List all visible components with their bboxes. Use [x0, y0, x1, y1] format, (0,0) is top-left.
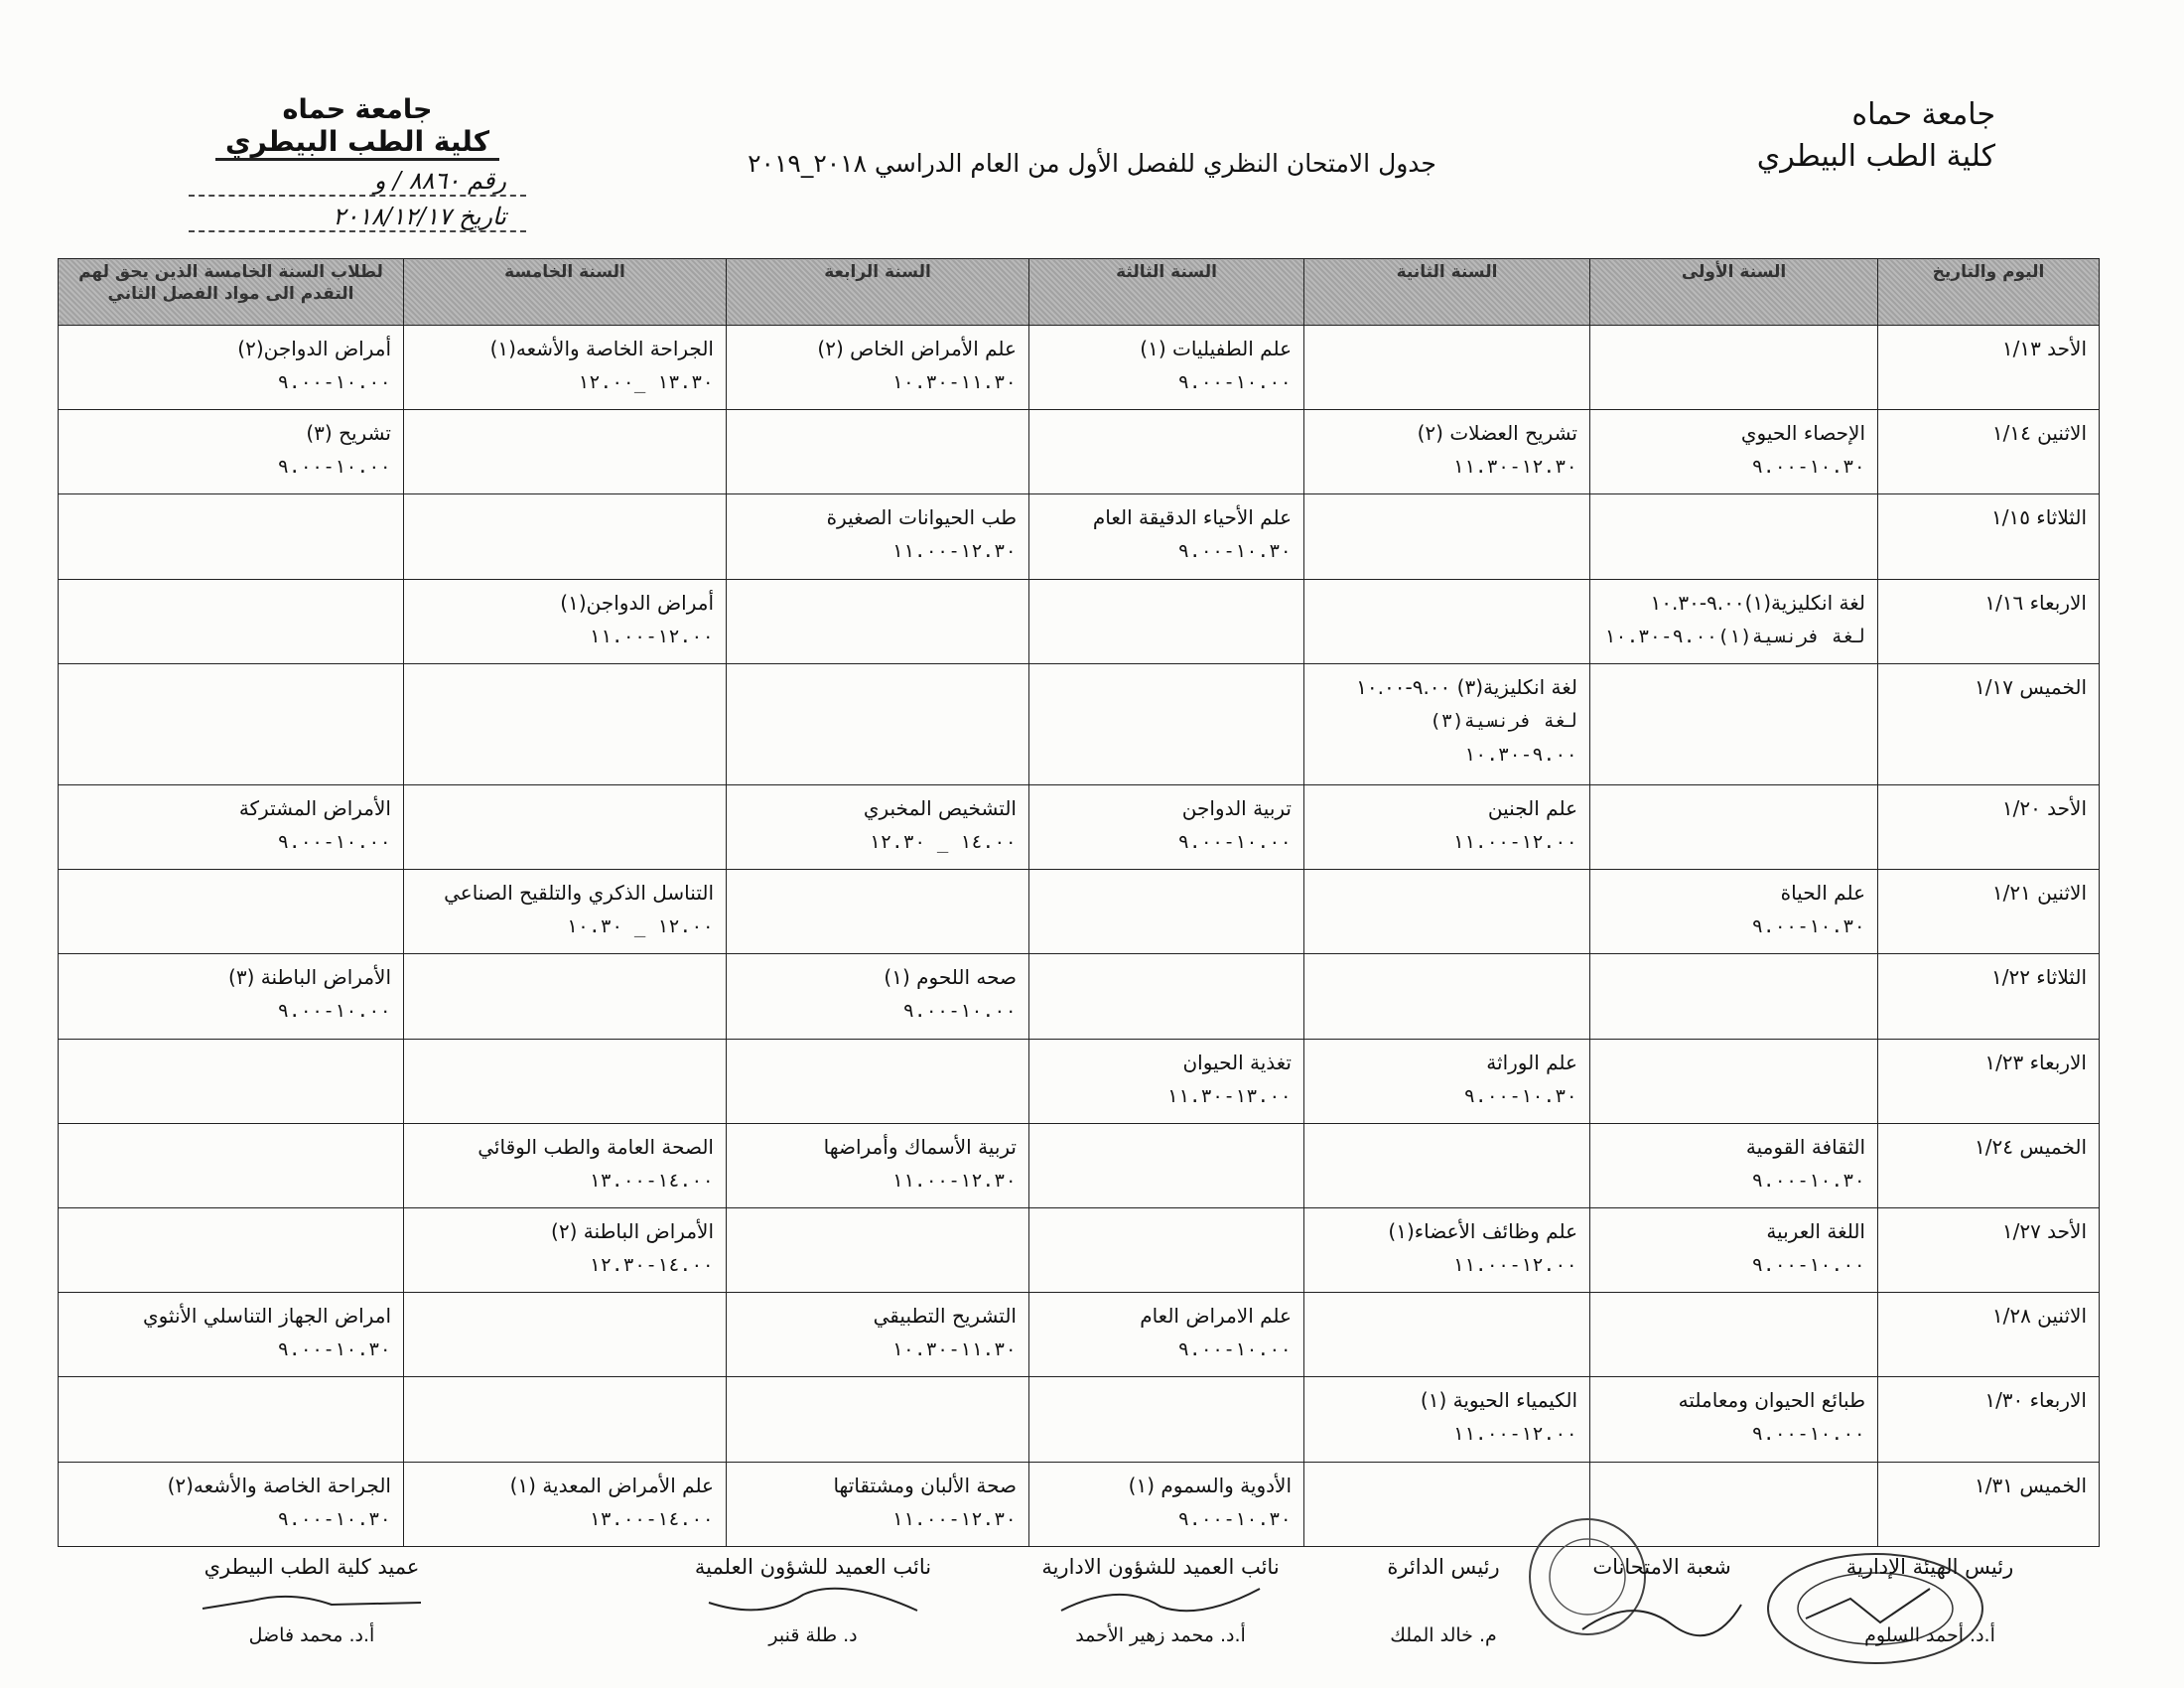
exam-cell — [1304, 1039, 1590, 1123]
exam-cell — [727, 870, 1029, 954]
exam-cell — [1590, 1377, 1878, 1462]
exam-cell — [1304, 494, 1590, 579]
exam-subject: أمراض الدواجن(١) — [560, 590, 714, 615]
column-header-5: السنة الخامسة — [404, 259, 727, 326]
exam-cell — [59, 326, 404, 410]
exam-subject: الصحة العامة والطب الوقائي — [478, 1134, 714, 1159]
exam-subject: تغذية الحيوان — [1182, 1050, 1292, 1074]
exam-time: ١٢.٠٠ _ ١٠.٣٠ — [566, 915, 714, 938]
table-row — [59, 663, 2100, 784]
exam-cell — [1304, 1293, 1590, 1377]
exam-cell — [1304, 784, 1590, 869]
exam-cell — [59, 1208, 404, 1293]
exam-cell — [727, 784, 1029, 869]
exam-cell — [1590, 579, 1878, 663]
exam-cell — [727, 410, 1029, 494]
exam-cell — [1029, 1123, 1304, 1207]
exam-cell — [1029, 870, 1304, 954]
exam-cell — [404, 1208, 727, 1293]
signature-admin-head: رئيس الهيئة الإدارية أ.د. أحمد السلوم — [1845, 1555, 2014, 1646]
exam-subject: الكيمياء الحيوية (١) — [1420, 1388, 1577, 1413]
stamp-reference — [189, 167, 526, 197]
exam-time: ١١.٣٠-١٠.٣٠ — [891, 1338, 1017, 1361]
day-date-cell: الاثنين ١/٢١ — [1878, 870, 2100, 954]
registration-stamp — [189, 94, 526, 232]
exam-time: ١٠.٣٠-٩.٠٠ — [1177, 540, 1292, 563]
exam-subject: امراض الجهاز التناسلي الأنثوي — [142, 1304, 391, 1329]
day-date-cell: الاربعاء ١/٢٣ — [1878, 1039, 2100, 1123]
exam-cell — [59, 1293, 404, 1377]
exam-cell — [1029, 1039, 1304, 1123]
exam-cell — [404, 1462, 727, 1546]
document-title: جدول الامتحان النظري للفصل الأول من العام الدراسي ٢٠١٨_٢٠١٩ — [748, 149, 1436, 178]
exam-subject: علم الوراثة — [1486, 1050, 1577, 1074]
exam-cell — [59, 494, 404, 579]
exam-subject: تشريح (٣) — [306, 421, 391, 446]
exam-cell — [727, 494, 1029, 579]
table-row — [59, 1462, 2100, 1546]
exams-signature-scribble — [1572, 1585, 1751, 1644]
exam-cell — [1304, 1377, 1590, 1462]
column-header-1: السنة الأولى — [1590, 259, 1878, 326]
exam-cell — [1590, 870, 1878, 954]
exam-cell — [59, 784, 404, 869]
exam-subject: الأدوية والسموم (١) — [1128, 1473, 1292, 1497]
column-header-4: السنة الرابعة — [727, 259, 1029, 326]
exam-subject: صحه اللحوم (١) — [884, 965, 1017, 990]
admin-vice-dean-scribble — [1041, 1581, 1280, 1620]
exam-time: ١٠.٠٠-٩.٠٠ — [902, 1000, 1017, 1023]
exam-cell — [59, 954, 404, 1039]
exam-schedule-table — [58, 258, 2100, 1547]
day-date-cell: الأحد ١/٢٧ — [1878, 1208, 2100, 1293]
exam-cell — [1304, 870, 1590, 954]
exam-time: ١٠.٣٠-٩.٠٠ — [1751, 915, 1865, 938]
exam-cell — [404, 954, 727, 1039]
table-header — [59, 259, 2100, 326]
exam-cell — [1590, 663, 1878, 784]
exam-subject: الأمراض الباطنة (٣) — [228, 965, 391, 990]
signature-dean: عميد كلية الطب البيطري أ.د. محمد فاضل — [163, 1555, 461, 1646]
faculty-name: كلية الطب البيطري — [1756, 139, 1995, 174]
table-row — [59, 1377, 2100, 1462]
exam-cell — [727, 326, 1029, 410]
exam-time: ١٢.٠٠-١١.٠٠ — [1452, 1254, 1577, 1277]
day-date-cell: الخميس ١/٢٤ — [1878, 1123, 2100, 1207]
exam-cell — [1304, 663, 1590, 784]
exam-cell — [59, 1462, 404, 1546]
exam-time: ١٤.٠٠ _ ١٢.٣٠ — [869, 830, 1017, 853]
exam-time: ١٠.٣٠-٩.٠٠ — [1751, 1169, 1865, 1192]
exam-cell — [1029, 326, 1304, 410]
exam-cell — [59, 870, 404, 954]
signature-department-head: رئيس الدائرة م. خالد الملك — [1387, 1555, 1500, 1646]
exam-cell — [1590, 1208, 1878, 1293]
day-date-cell: الأحد ١/١٣ — [1878, 326, 2100, 410]
exam-subject: تربية الأسماك وأمراضها — [823, 1134, 1017, 1159]
signature-scientific-vice-dean: نائب العميد للشؤون العلمية د. طلة قنبر — [694, 1555, 932, 1646]
exam-cell — [404, 579, 727, 663]
exam-cell — [404, 1039, 727, 1123]
exam-cell — [404, 784, 727, 869]
stamp-date-label: تاريخ — [459, 203, 506, 230]
exam-cell — [1590, 326, 1878, 410]
exam-cell — [1029, 1377, 1304, 1462]
exam-cell — [59, 1377, 404, 1462]
table-row — [59, 410, 2100, 494]
exam-subject: أمراض الدواجن(٢) — [237, 337, 391, 360]
exam-cell — [1590, 410, 1878, 494]
table-row — [59, 326, 2100, 410]
exam-subject: التشخيص المخبري — [863, 795, 1017, 820]
exam-time: ١٣.٣٠ _١٢.٠٠ — [577, 371, 714, 393]
day-date-cell: الاربعاء ١/٣٠ — [1878, 1377, 2100, 1462]
exam-cell — [727, 579, 1029, 663]
exam-subject: تشريح العضلات (٢) — [1417, 421, 1577, 446]
table-row — [59, 1293, 2100, 1377]
exam-subject: صحة الألبان ومشتقاتها — [833, 1473, 1017, 1497]
exam-cell — [1029, 1208, 1304, 1293]
day-date-cell: الثلاثاء ١/٢٢ — [1878, 954, 2100, 1039]
signature-admin-vice-dean: نائب العميد للشؤون الادارية أ.د. محمد زهير الأحمد — [1041, 1555, 1280, 1646]
exam-cell — [1590, 494, 1878, 579]
exam-subject: اللغة العربية — [1766, 1219, 1865, 1244]
exam-cell — [1304, 1123, 1590, 1207]
exam-time: ١٢.٠٠-١١.٠٠ — [1452, 1423, 1577, 1446]
table-row — [59, 1039, 2100, 1123]
exam-time: ١٢.٣٠-١١.٠٠ — [891, 540, 1017, 563]
exam-subject: علم الأمراض المعدية (١) — [509, 1473, 714, 1497]
day-date-cell: الاربعاء ١/١٦ — [1878, 579, 2100, 663]
column-header-6: لطلاب السنة الخامسة الذين يحق لهم التقدم الى مواد الفصل الثاني — [59, 259, 404, 326]
exam-cell — [59, 1123, 404, 1207]
exam-time: ١١.٣٠-١٠.٣٠ — [891, 371, 1017, 393]
exam-cell — [404, 326, 727, 410]
exam-time: ١٠.٠٠-٩.٠٠ — [277, 830, 391, 853]
exam-time: ١٢.٣٠-١١.٠٠ — [891, 1169, 1017, 1192]
table-body — [59, 326, 2100, 1547]
exam-cell — [59, 663, 404, 784]
table-row — [59, 954, 2100, 1039]
table-row — [59, 870, 2100, 954]
dean-scribble — [193, 1581, 431, 1620]
exam-subject: تربية الدواجن — [1181, 795, 1292, 820]
table-row — [59, 494, 2100, 579]
document-header — [1757, 94, 1995, 178]
day-date-cell: الخميس ١/١٧ — [1878, 663, 2100, 784]
exam-time: لغة فرنسية(١)٩.٠٠-١٠.٣٠ — [1603, 625, 1865, 647]
exam-time: ١٠.٣٠-٩.٠٠ — [1177, 1507, 1292, 1530]
exam-time: ١٤.٠٠-١٣.٠٠ — [589, 1169, 714, 1192]
exam-time: ١٤.٠٠-١٢.٣٠ — [589, 1254, 714, 1277]
exam-cell — [59, 410, 404, 494]
exam-time: لغة فرنسية(٣) ٩.٠٠-١٠.٣٠ — [1430, 709, 1577, 766]
table-row — [59, 1123, 2100, 1207]
exam-cell — [1304, 1208, 1590, 1293]
university-name: جامعة حماه — [1851, 97, 1995, 132]
exam-time: ١٠.٣٠-٩.٠٠ — [277, 1507, 391, 1530]
exam-time: ١٠.٠٠-٩.٠٠ — [277, 371, 391, 393]
exam-time: ١٠.٠٠-٩.٠٠ — [1751, 1254, 1865, 1277]
exam-cell — [1304, 579, 1590, 663]
exam-cell — [1590, 784, 1878, 869]
table-row — [59, 579, 2100, 663]
exam-subject: الإحصاء الحيوي — [1740, 421, 1865, 446]
exam-subject: طبائع الحيوان ومعاملته — [1678, 1388, 1865, 1413]
exam-cell — [727, 1462, 1029, 1546]
exam-subject: الثقافة القومية — [1745, 1134, 1865, 1159]
exam-subject: التناسل الذكري والتلقيح الصناعي — [444, 881, 714, 906]
signature-row — [58, 1555, 2099, 1664]
exam-cell — [1029, 784, 1304, 869]
exam-subject: طب الحيوانات الصغيرة — [826, 505, 1017, 530]
scientific-vice-dean-scribble — [694, 1581, 932, 1620]
exam-cell — [1304, 954, 1590, 1039]
exam-subject: الجراحة الخاصة والأشعه(٢) — [167, 1473, 391, 1497]
exam-cell — [1029, 954, 1304, 1039]
exam-time: ١٠.٠٠-٩.٠٠ — [1751, 1423, 1865, 1446]
exam-cell — [1029, 579, 1304, 663]
exam-cell — [727, 954, 1029, 1039]
stamp-date — [189, 203, 526, 232]
table-row — [59, 784, 2100, 869]
exam-subject: لغة انكليزية(٣) ٩.٠٠-١٠.٠٠ — [1356, 674, 1577, 699]
exam-subject: علم وظائف الأعضاء(١) — [1388, 1219, 1577, 1244]
exam-cell — [404, 870, 727, 954]
exam-cell — [727, 1293, 1029, 1377]
day-date-cell: الخميس ١/٣١ — [1878, 1462, 2100, 1546]
exam-cell — [1029, 494, 1304, 579]
exam-subject: علم الأمراض الخاص (٢) — [817, 337, 1017, 360]
exam-time: ١٠.٠٠-٩.٠٠ — [277, 456, 391, 479]
stamp-ref-label: رقم — [467, 167, 506, 195]
exam-cell — [727, 1123, 1029, 1207]
exam-cell — [1590, 954, 1878, 1039]
exam-cell — [727, 1208, 1029, 1293]
exam-cell — [1590, 1293, 1878, 1377]
exam-cell — [404, 1377, 727, 1462]
exam-cell — [1304, 326, 1590, 410]
exam-cell — [727, 663, 1029, 784]
exam-cell — [727, 1039, 1029, 1123]
exam-time: ١٢.٣٠-١١.٠٠ — [891, 1507, 1017, 1530]
day-date-cell: الاثنين ١/١٤ — [1878, 410, 2100, 494]
exam-subject: التشريح التطبيقي — [873, 1304, 1017, 1329]
exam-cell — [404, 1123, 727, 1207]
exam-cell — [1029, 1293, 1304, 1377]
exam-time: ١٢.٣٠-١١.٣٠ — [1452, 456, 1577, 479]
exam-time: ١٢.٠٠-١١.٠٠ — [589, 625, 714, 647]
exam-cell — [404, 663, 727, 784]
exam-time: ١٣.٠٠-١١.٣٠ — [1166, 1084, 1292, 1107]
exam-cell — [404, 1293, 727, 1377]
exam-cell — [59, 579, 404, 663]
exam-time: ١٠.٣٠-٩.٠٠ — [1751, 456, 1865, 479]
column-header-3: السنة الثالثة — [1029, 259, 1304, 326]
exam-cell — [404, 494, 727, 579]
exam-cell — [1590, 1039, 1878, 1123]
exam-time: ١٠.٠٠-٩.٠٠ — [1177, 830, 1292, 853]
day-date-cell: الأحد ١/٢٠ — [1878, 784, 2100, 869]
column-header-0: اليوم والتاريخ — [1878, 259, 2100, 326]
exam-subject: علم الأحياء الدقيقة العام — [1092, 505, 1292, 530]
exam-cell — [1304, 410, 1590, 494]
exam-cell — [59, 1039, 404, 1123]
exam-cell — [1029, 1462, 1304, 1546]
exam-cell — [727, 1377, 1029, 1462]
exam-time: ١٠.٣٠-٩.٠٠ — [277, 1338, 391, 1361]
exam-time: ١٠.٠٠-٩.٠٠ — [1177, 1338, 1292, 1361]
day-date-cell: الثلاثاء ١/١٥ — [1878, 494, 2100, 579]
stamp-date-value: ٢٠١٨/١٢/١٧ — [333, 203, 452, 230]
exam-subject: علم الطفيليات (١) — [1140, 337, 1292, 360]
exam-subject: الأمراض المشتركة — [238, 795, 391, 820]
exam-subject: لغة انكليزية(١)٩.٠٠-١٠.٣٠ — [1650, 590, 1865, 615]
exam-time: ١٠.٠٠-٩.٠٠ — [277, 1000, 391, 1023]
exam-cell — [404, 410, 727, 494]
exam-subject: الجراحة الخاصة والأشعه(١) — [489, 337, 714, 360]
exam-time: ١٢.٠٠-١١.٠٠ — [1452, 830, 1577, 853]
stamp-faculty: كلية الطب البيطري — [215, 125, 499, 161]
exam-subject: علم الحياة — [1780, 881, 1865, 906]
exam-cell — [1029, 410, 1304, 494]
exam-subject: علم الامراض العام — [1140, 1304, 1292, 1329]
column-header-2: السنة الثانية — [1304, 259, 1590, 326]
day-date-cell: الاثنين ١/٢٨ — [1878, 1293, 2100, 1377]
exam-time: ١٤.٠٠-١٣.٠٠ — [589, 1507, 714, 1530]
exam-time: ١٠.٠٠-٩.٠٠ — [1177, 371, 1292, 393]
table-row — [59, 1208, 2100, 1293]
exam-cell — [1590, 1123, 1878, 1207]
exam-time: ١٠.٣٠-٩.٠٠ — [1463, 1084, 1577, 1107]
stamp-university: جامعة حماه — [282, 94, 433, 125]
exam-cell — [1029, 663, 1304, 784]
stamp-ref-value: ٨٨٦٠ / و — [373, 167, 461, 195]
exam-subject: الأمراض الباطنة (٢) — [551, 1219, 714, 1244]
exam-subject: علم الجنين — [1487, 795, 1577, 820]
signature-exams-section: شعبة الامتحانات — [1553, 1555, 1771, 1648]
